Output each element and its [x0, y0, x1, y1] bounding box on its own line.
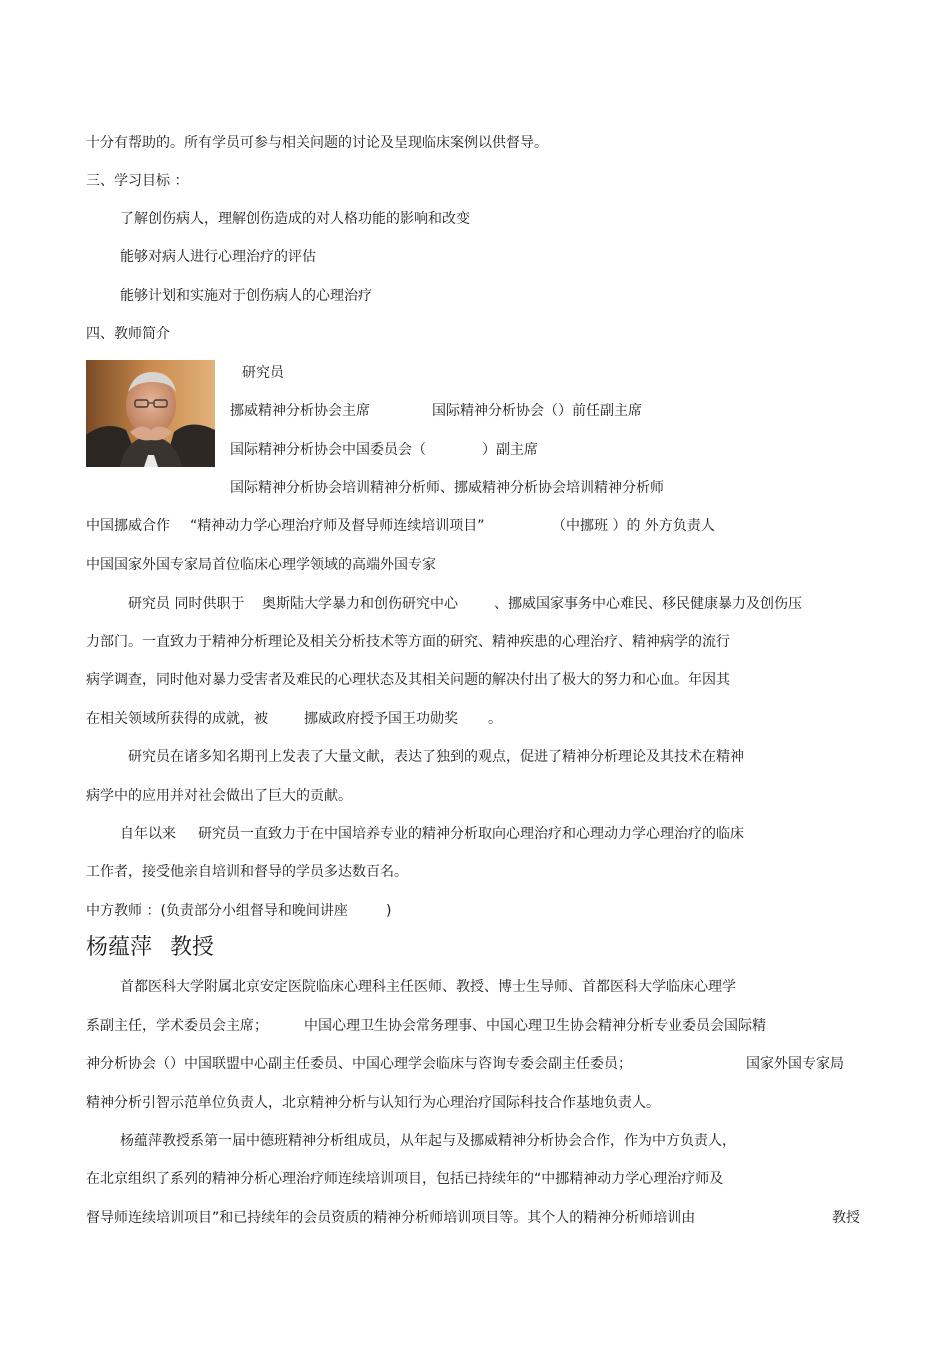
- role-sino-norway-label: 中国挪威合作: [86, 518, 170, 534]
- teacher-title: 研究员: [242, 365, 284, 381]
- teacher-role-line-1: [230, 401, 910, 421]
- chinese-teacher-heading-text: 中方教师 ：(负责部分小组督导和晚间讲座: [86, 903, 348, 919]
- role-ipa-china-committee: 国际精神分析协会中国委员会（: [230, 442, 426, 458]
- role-training-program-name: “精神动力学心理治疗师及督导师连续培训项目”: [190, 518, 485, 534]
- cn-bio-association-roles: 中国心理卫生协会常务理事、中国心理卫生协会精神分析专业委员会国际精: [304, 1018, 766, 1034]
- teacher-role-line-2: [230, 440, 910, 460]
- bio-para-3-line-1: [120, 824, 900, 844]
- bio-para-2-line-1: 研究员在诸多知名期刊上发表了大量文献，表达了独到的观点，促进了精神分析理论及其技术在精神: [128, 749, 744, 765]
- section-3-heading: 三、学习目标 ：: [86, 173, 189, 189]
- teacher-role-line-5: 中国国家外国专家局首位临床心理学领域的高端外国专家: [86, 557, 436, 573]
- teacher-role-line-3: 国际精神分析协会培训精神分析师、挪威精神分析协会培训精神分析师: [230, 480, 664, 496]
- cn-bio-para-1-line-2: [86, 1016, 906, 1036]
- bio-para-1-line-4: [86, 709, 786, 729]
- bio-affiliation-oslo: 奥斯陆大学暴力和创伤研究中心: [262, 596, 458, 612]
- bio-since-year: 自年以来: [120, 826, 176, 842]
- bio-para-1-line-2: 力部门。一直致力于精神分析理论及相关分析技术等方面的研究、精神疾患的心理治疗、精神病学的流行: [86, 634, 730, 650]
- teacher-portrait-photo: [86, 360, 215, 467]
- role-ipa-china-vice-chair: ）副主席: [482, 442, 538, 458]
- bio-china-training: 研究员一直致力于在中国培养专业的精神分析取向心理治疗和心理动力学心理治疗的临床: [198, 826, 744, 842]
- chinese-teacher-heading-close: ): [386, 903, 392, 919]
- role-foreign-director: （中挪班 ）的 外方负责人: [552, 518, 715, 534]
- chinese-teacher-name-line: [86, 934, 386, 962]
- teacher-role-line-4: [86, 516, 906, 536]
- chinese-teacher-rank: 教授: [170, 935, 215, 960]
- bio-award-name: 挪威政府授予国王功勋奖: [304, 711, 458, 727]
- cn-bio-para-2-line-1: 杨蕴萍教授系第一届中德班精神分析组成员，从年起与及挪威精神分析协会合作，作为中方负责人，: [120, 1133, 736, 1149]
- bio-para-3-line-2: 工作者，接受他亲自培训和督导的学员多达数百名。: [86, 864, 408, 880]
- bio-award-period: 。: [488, 711, 502, 727]
- bio-para-1-line-1: [128, 594, 908, 614]
- cn-bio-para-2-line-3: [86, 1208, 866, 1228]
- cn-bio-para-2-line-2: 在北京组织了系列的精神分析心理治疗师连续培训项目，包括已持续年的“中挪精神动力学心理治疗师及: [86, 1171, 724, 1187]
- cn-bio-dept-role: 系副主任，学术委员会主席；: [86, 1018, 268, 1034]
- cn-bio-professor-trailing: 教授: [832, 1210, 860, 1226]
- chinese-teacher-heading: [86, 901, 486, 921]
- bio-affiliation-intro: 研究员 同时供职于: [128, 596, 245, 612]
- bio-award-intro: 在相关领域所获得的成就，被: [86, 711, 268, 727]
- cn-bio-para-1-line-1: 首都医科大学附属北京安定医院临床心理科主任医师、教授、博士生导师、首都医科大学临床心理学: [120, 979, 736, 995]
- bio-para-2-line-2: 病学中的应用并对社会做出了巨大的贡献。: [86, 788, 352, 804]
- bio-affiliation-norway-center: 、挪威国家事务中心难民、移民健康暴力及创伤压: [494, 596, 802, 612]
- cn-bio-para-1-line-4: 精神分析引智示范单位负责人，北京精神分析与认知行为心理治疗国际科技合作基地负责人。: [86, 1095, 660, 1111]
- intro-tail-text: 十分有帮助的。所有学员可参与相关问题的讨论及呈现临床案例以供督导。: [86, 135, 548, 151]
- goal-item-2: 能够对病人进行心理治疗的评估: [120, 249, 316, 265]
- section-4-heading: 四、教师简介: [86, 326, 170, 342]
- goal-item-1: 了解创伤病人，理解创伤造成的对人格功能的影响和改变: [120, 211, 470, 227]
- role-ipa-former-vice-president: 国际精神分析协会（）前任副主席: [432, 403, 642, 419]
- role-norway-psa-president: 挪威精神分析协会主席: [230, 403, 370, 419]
- bio-para-1-line-3: 病学调查，同时他对暴力受害者及难民的心理状态及其相关问题的解决付出了极大的努力和心血。年因其: [86, 672, 730, 688]
- cn-bio-training-programs: 督导师连续培训项目”和已持续年的会员资质的精神分析师培训项目等。其个人的精神分析师培训由: [86, 1210, 696, 1226]
- cn-bio-para-1-line-3: [86, 1054, 856, 1074]
- cn-bio-foreign-expert-bureau: 国家外国专家局: [746, 1056, 844, 1072]
- cn-bio-ipa-china-role: 神分析协会（）中国联盟中心副主任委员、中国心理学会临床与咨询专委会副主任委员；: [86, 1056, 632, 1072]
- goal-item-3: 能够计划和实施对于创伤病人的心理治疗: [120, 288, 372, 304]
- chinese-teacher-name: 杨蕴萍: [86, 935, 153, 960]
